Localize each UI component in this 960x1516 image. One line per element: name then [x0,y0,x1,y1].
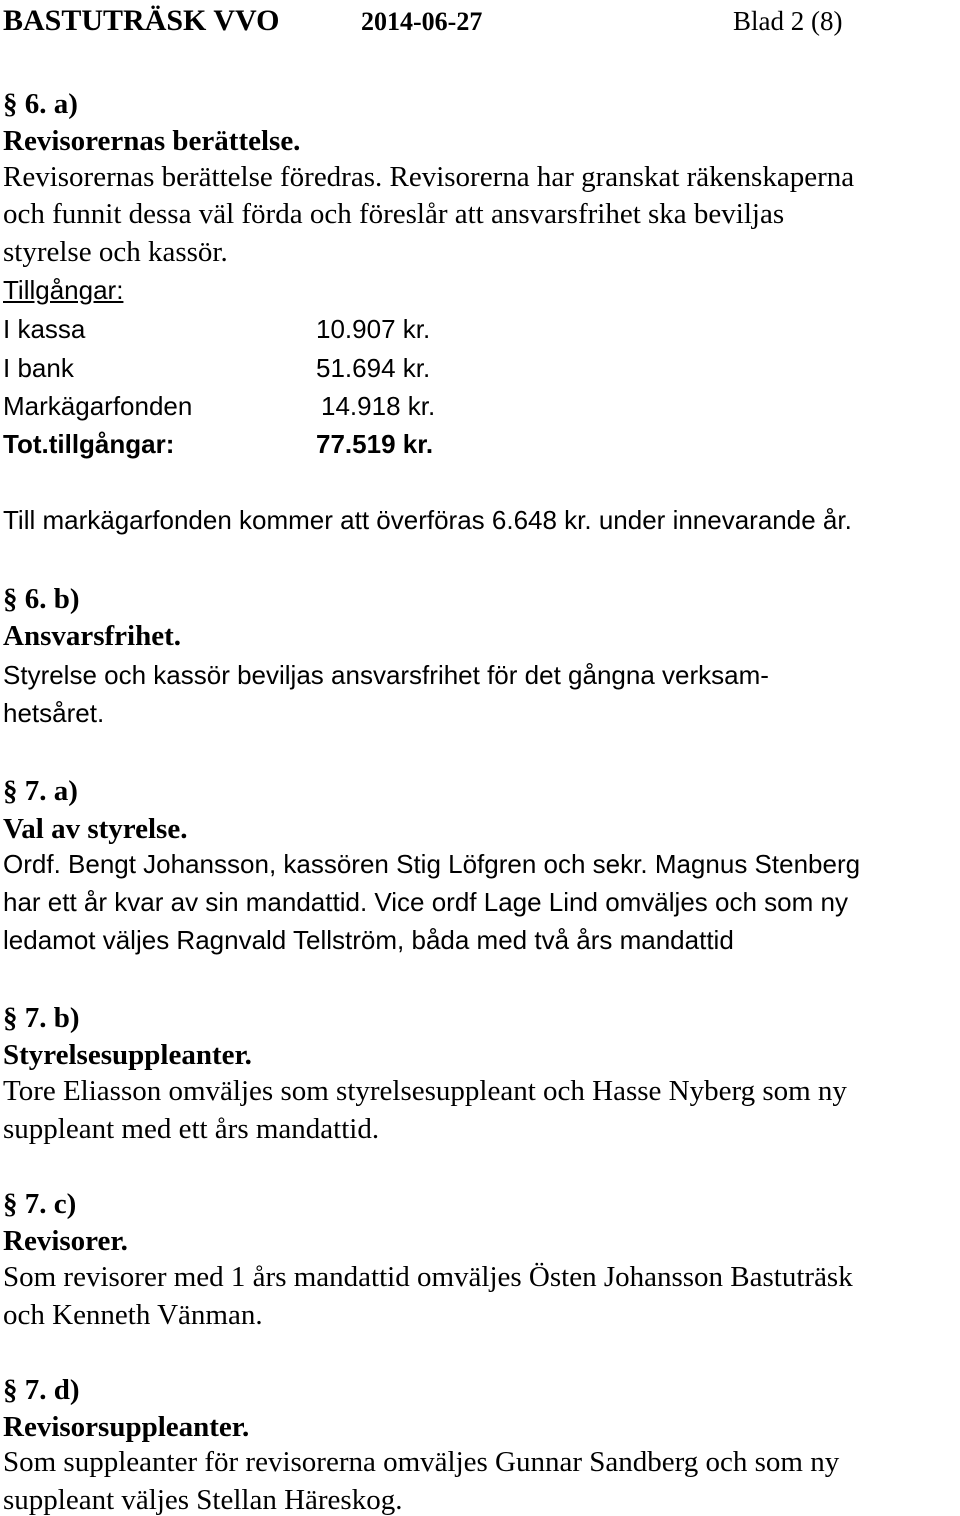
section-7d-number: § 7. d) [3,1374,80,1406]
section-7a-title: Val av styrelse. [3,813,188,845]
section-7a-text-1: Ordf. Bengt Johansson, kassören Stig Löfgren och sekr. Magnus Stenberg [3,849,861,879]
asset-row-label: I kassa [3,314,86,344]
section-6a-number: § 6. a) [3,88,78,120]
section-6a-text-2: och funnit dessa väl förda och föreslår att ansvarsfrihet ska beviljas [3,198,785,230]
section-6b-text-1: Styrelse och kassör beviljas ansvarsfrihet för det gångna verksam- [3,660,769,690]
section-6a-note: Till markägarfonden kommer att överföras 6.648 kr. under innevarande år. [3,505,852,535]
asset-row-label: Markägarfonden [3,391,193,421]
section-7c-text-1: Som revisorer med 1 års mandattid omväljes Östen Johansson Bastuträsk [3,1261,853,1293]
section-7c-text-2: och Kenneth Vänman. [3,1299,263,1331]
header-org: BASTUTRÄSK VVO [3,4,280,37]
section-6a-text-3: styrelse och kassör. [3,236,228,268]
header-date: 2014-06-27 [361,7,483,36]
section-7b-text-1: Tore Eliasson omväljes som styrelsesuppleant och Hasse Nyberg som ny [3,1075,847,1107]
assets-heading: Tillgångar: [3,275,124,305]
section-6b-number: § 6. b) [3,583,80,615]
section-6b-text-2: hetsåret. [3,698,105,728]
section-7b-text-2: suppleant med ett års mandattid. [3,1113,380,1145]
section-7c-title: Revisorer. [3,1225,128,1257]
asset-row-label: I bank [3,353,74,383]
section-7a-number: § 7. a) [3,775,78,807]
section-7b-title: Styrelsesuppleanter. [3,1039,252,1071]
page-header [3,6,960,40]
section-7d-text-1: Som suppleanter för revisorerna omväljes Gunnar Sandberg och som ny [3,1446,840,1478]
section-6a-title: Revisorernas berättelse. [3,125,301,157]
asset-total-value: 77.519 kr. [316,429,434,459]
section-7a-text-3: ledamot väljes Ragnvald Tellström, båda med två års mandattid [3,925,734,955]
asset-row-value: 51.694 kr. [316,353,431,383]
section-7d-title: Revisorsuppleanter. [3,1411,250,1443]
asset-total-label: Tot.tillgångar: [3,429,175,459]
header-page-number: Blad 2 (8) [733,6,843,36]
section-6b-title: Ansvarsfrihet. [3,620,182,652]
asset-row-value: 14.918 kr. [321,391,436,421]
section-7b-number: § 7. b) [3,1002,80,1034]
section-7d-text-2: suppleant väljes Stellan Häreskog. [3,1484,403,1516]
section-6a-text-1: Revisorernas berättelse föredras. Revisorerna har granskat räkenskaperna [3,161,855,193]
section-7c-number: § 7. c) [3,1188,77,1220]
asset-row-value: 10.907 kr. [316,314,431,344]
section-7a-text-2: har ett år kvar av sin mandattid. Vice ordf Lage Lind omväljes och som ny [3,887,848,917]
